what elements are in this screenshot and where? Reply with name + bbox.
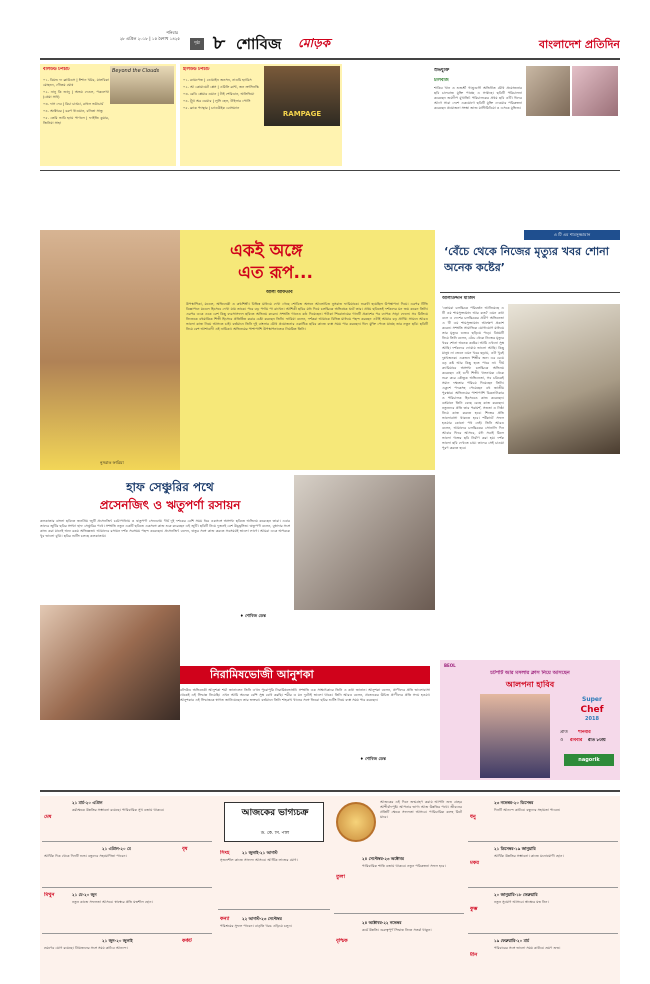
feature3 — [180, 666, 440, 766]
horoscope-col-middle — [218, 798, 330, 980]
ad-line1: চটপটি আর মসলার ক্লাস নিয়ে আসছেন — [490, 670, 570, 676]
interview-photo — [508, 304, 620, 454]
horo-entry — [468, 844, 618, 888]
feature3-headline: নিরামিষভোজী আনুশকা — [210, 668, 314, 681]
interview-byline: আলাউদ্দীন মাজিদ — [442, 296, 475, 301]
feature1-photo — [40, 230, 180, 470]
hollywood-poster-title: RAMPAGE — [282, 110, 322, 118]
horo-text: দিনটি আনন্দে কাটবে। বন্ধুদের সহায়তা পাবেন। — [494, 808, 561, 812]
horo-text: আর্থিক দিক থেকে দিনটি শুভ। বন্ধুদের সহযোগিতা পাবেন। — [44, 854, 127, 858]
horo-text: কর্মে উন্নতি। গুরুত্বপূর্ণ সিদ্ধান্ত নিতে সতর্ক থাকুন। — [362, 928, 432, 932]
horoscope-top-rule — [40, 790, 620, 792]
list-item: ০৫. তেরি ভাবি হ্যায় পাগলে | ফাইজি কুমার, জিনিয়া সাহা — [43, 116, 109, 125]
weekday: শনিবার — [166, 30, 178, 35]
horo-sign: মীন — [470, 952, 478, 958]
ad-day2: রবিবার — [570, 738, 583, 743]
horo-entry — [42, 798, 212, 842]
list-item: ০৩. দাস দেব | রিচা চাড্ডা, রাহুল ভট্টাচার্য — [43, 102, 104, 106]
horo-text: কর্মক্ষেত্রে উন্নতির সম্ভাবনা রয়েছে। পারিবারিক সুখ বজায় থাকবে। — [72, 808, 165, 812]
horo-sign: কর্কট — [182, 938, 192, 944]
list-item: ০৩. রেডি প্লেয়ার ওয়ান | টাই শেরিডান, অলিভিয়া — [183, 92, 255, 96]
horo-date: ২৪ অক্টোবর-২২ নভেম্বর — [362, 920, 402, 925]
ad-time: রাত ৮টায় — [588, 738, 606, 743]
issue-date: ২৮ এপ্রিল ২০১৮ | ১৫ বৈশাখ ১৪২৫ — [119, 36, 180, 41]
horo-sign: সিংহ — [220, 850, 230, 856]
interview-tag: এ টি এম শামসুজ্জামান — [524, 230, 620, 240]
horo-entry — [42, 890, 212, 934]
feature1-caption: নুসরাত ফারিয়া — [100, 460, 124, 465]
shubho-box — [346, 64, 620, 166]
horoscope-title-box — [224, 802, 324, 842]
feature3-photo — [40, 605, 180, 720]
sub-brand: মোড়ক — [298, 36, 330, 50]
horo-date: ২০ জানুয়ারি-১৮ ফেব্রুয়ারি — [494, 892, 538, 897]
horo-text: ভ্রমণের যোগ রয়েছে। প্রিয়জনের সঙ্গে সময় কাটবে আনন্দে। — [44, 946, 128, 950]
horo-text: পরিবারের সঙ্গে ভালো সময় কাটবে। ভ্রমণ শুভ। — [494, 946, 561, 950]
horo-date: ২১ জুলাই-২১ আগস্ট — [242, 850, 278, 855]
shubho-title: শুভযুক্তি — [434, 68, 450, 73]
horo-sign: মকর — [470, 860, 480, 866]
ad-logo-line1: Super — [582, 696, 602, 703]
horoscope-intro: আজকের এই দিনে জন্মগ্রহণ করায় আপনি শুভ গ্রহের আশীর্বাদপুষ্ট। আপনার ভাগ্য আজ উন্নতির পথে। জীবনের প্রতিটি ক্ষেত্রে সফলতা আসবে। পারিবারিক কলহ মিটে যাবে। — [380, 800, 462, 819]
ad-tv-logo: nagorik — [564, 754, 614, 766]
shubho-photo-2 — [572, 66, 618, 116]
feature1-byline: আলী আফতাব — [266, 290, 293, 295]
horo-entry — [468, 890, 618, 934]
bollywood-chart-list — [43, 78, 109, 126]
bollywood-poster-title: Beyond the Clouds — [112, 68, 160, 74]
ad-schedule-prefix: প্রতি — [560, 730, 568, 735]
horo-entry — [42, 936, 212, 980]
bollywood-film-poster — [110, 66, 174, 104]
list-item: ০১. র‍্যামপেজ | ডোয়াইন জনসন, নাওমি হ্যারিস — [183, 78, 252, 82]
feature2-headline-line2: প্রসেনজিৎ ও ঋতুপর্ণা রসায়ন — [99, 498, 241, 512]
feature2-byline: ♦ শোবিজ ডেস্ক — [240, 613, 266, 618]
paper-name: বাংলাদেশ প্রতিদিন — [538, 38, 620, 51]
horo-sign: মিথুন — [44, 892, 55, 898]
horo-entry — [334, 918, 464, 978]
horo-date: ২৩ নভেম্বর-২০ ডিসেম্বর — [494, 800, 534, 805]
feature1-headline-line2: এত রূপ... — [238, 263, 313, 283]
horo-date: ২১ ডিসেম্বর-১৯ জানুয়ারি — [494, 846, 536, 851]
interview-headline: ‘বেঁচে থেকে নিজের মৃত্যুর খবর শোনা অনেক কষ্টের’ — [444, 245, 609, 274]
horo-sign: তুলা — [336, 874, 345, 880]
hollywood-chart-list — [183, 78, 261, 111]
zodiac-wheel-icon — [336, 802, 376, 842]
list-item: ০২. নানু কি জানু | অভয় দেওল, পত্রলেখা (প্রেমা সাধ) — [43, 90, 109, 99]
ad-host-photo — [480, 694, 550, 778]
page-label: পৃষ্ঠা — [190, 38, 204, 50]
horo-entry — [334, 854, 464, 914]
section-title: শোবিজ — [236, 35, 282, 53]
feature2-headline-line1: হাফ সেঞ্চুরির পথে — [126, 480, 214, 494]
feature1 — [40, 230, 435, 470]
feature2-photo — [294, 475, 435, 610]
horo-sign: কন্যা — [220, 916, 230, 922]
ad-day1: শনিবার — [578, 730, 591, 735]
ad-line2: আলপনা হাবিব — [505, 680, 555, 689]
horo-date: ২১ এপ্রিল-২০ মে — [102, 846, 131, 851]
horo-text: সৃজনশীল কাজে সাফল্য আসবে। আর্থিক লাভের যোগ। — [220, 858, 298, 862]
feature3-body: বলিউড অভিনেত্রী আনুশকা শর্মা জানালেন তিনি এখন পুরোপুরি নিরামিষভোজী। সম্প্রতি এক সাক্ষাৎকারে তিনি এ কথা জানান। আনুশকা বলেন, প্রাণীদের প্রতি ভালোবাসা থেকেই এই সিদ্ধান্ত নিয়েছি। এখন আমি অনেক বেশি সুস্থ বোধ করছি। শরীর ও মন দুটোই ভালো থাকে। তিনি আরও বলেন, প্রত্যেকের উচিত প্রাণীদের প্রতি সদয় হওয়া। আনুশকার এই সিদ্ধান্তকে স্বাগত জানিয়েছেন তার ভক্তরা। বর্তমানে তিনি শাহরুখ খানের সঙ্গে জিরো ছবির শুটিং নিয়ে ব্যস্ত সময় পার করছেন। — [180, 688, 430, 702]
page-number: ৮ — [212, 32, 226, 54]
ad-day-join: ও — [560, 738, 564, 743]
horoscope-col-right — [334, 798, 464, 980]
shubho-text: শাকিব খান ও শুভশ্রী গাঙ্গুলী অভিনীত যৌথ প্রযোজনার ছবি চালবাজ মুক্তি পাচ্ছে এ সপ্তাহে। ছবিটি পরিচালনা করেছেন জয়দীপ মুখার্জি। পরিচালকের প্রথম ছবি এটি। ঈদের আগে সারা দেশে একযোগে ছবিটি মুক্তি দেওয়ার পরিকল্পনা করেছেন প্রযোজনা সংস্থা জাজ মাল্টিমিডিয়া ও এসকে মুভিজ। — [434, 86, 522, 110]
supercheff-ad — [440, 660, 620, 780]
ad-year: 2018 — [585, 716, 599, 722]
horo-date: ২১ মে-২০ জুন — [72, 892, 97, 897]
list-item: ০২. আ কোয়ায়েট প্লেস | এমিলি ব্লান্ট, জন ক্রাসিনস্কি — [183, 85, 259, 89]
horo-date: ২৪ সেপ্টেম্বর-২৩ অক্টোবর — [362, 856, 404, 861]
horo-entry — [468, 936, 618, 980]
horo-entry — [218, 848, 330, 910]
horo-date: ২১ মার্চ-২০ এপ্রিল — [72, 800, 103, 805]
shubho-item-title: চালবাজ — [434, 78, 449, 83]
masthead-rule — [40, 58, 620, 60]
horo-text: পারিবারিক শান্তি বজায় থাকবে। নতুন পরিকল্পনা সফল হবে। — [362, 864, 446, 868]
masthead — [40, 28, 620, 58]
shubho-photo-1 — [526, 66, 570, 116]
ad-logo-line2: Chef — [580, 705, 604, 715]
horo-date: ২১ জুন-২০ জুলাই — [102, 938, 133, 943]
interview-headline-rule — [440, 292, 620, 293]
ad-channel: BEOL — [444, 663, 456, 668]
bollywood-chart — [40, 64, 176, 166]
list-item: ০৫. ব্ল্যাক প্যান্থার | চ্যাডউইক বোসম্যান — [183, 106, 240, 110]
horo-entry — [218, 914, 330, 976]
horo-text: আর্থিক উন্নতির সম্ভাবনা। কাজে মনোযোগী হোন। — [494, 854, 564, 858]
horoscope-col-far-right — [468, 798, 618, 980]
bollywood-chart-title: বলিউড টপচার্ট — [43, 67, 70, 72]
horo-sign: কুম্ভ — [470, 906, 478, 912]
list-item: ০৪. ট্রুথ অর ডেয়ার | লুসি হেল, টাইলার পোসি — [183, 99, 251, 103]
feature1-headline-line1: একই অঙ্গে — [230, 241, 303, 261]
horo-sign: মেষ — [44, 814, 52, 820]
horo-date: ১৯ ফেব্রুয়ারি-২০ মার্চ — [494, 938, 530, 943]
horoscope-col-left — [42, 798, 212, 980]
hollywood-chart-title: হলিউড টপচার্ট — [183, 67, 210, 72]
list-item: ০১. বিয়ন্ড দ্য ক্লাউডস | ঈশান খট্টর, মালবিকা মোহনন, গৌতম ঘোষ — [43, 78, 109, 87]
horo-date: ২২ আগস্ট-২৩ সেপ্টেম্বর — [242, 916, 282, 921]
horo-text: নতুন সুযোগ আসবে। স্বাস্থ্যের যত্ন নিন। — [494, 900, 549, 904]
feature2-body: কলকাতার বাংলা ছবিতে জনপ্রিয় জুটি প্রসেনজিৎ চট্টোপাধ্যায় ও ঋতুপর্ণা সেনগুপ্ত। দীর্ঘ দুই দশকের বেশি সময় ধরে একসঙ্গে অসংখ্য ছবিতে অভিনয় করেছেন তারা। এবার তাদের জুটির ছবির সংখ্যা হাফ সেঞ্চুরির পথে। সম্প্রতি নতুন একটি ছবিতে একসঙ্গে কাজ শুরু করেছেন এই জুটি। ছবিটি নিয়ে দুজনই বেশ উচ্ছ্বসিত। ঋতুপর্ণা বলেন, বুম্বাদার সঙ্গে কাজ করা মানেই অন্য রকম অভিজ্ঞতা। আমাদের রসায়ন দর্শক সবসময় পছন্দ করেছেন। প্রসেনজিৎ বলেন, ঋতুর সঙ্গে কাজ করতে সবসময়ই ভালো লাগে। আমরা একে অপরকে খুব ভালো বুঝি। ছবির শুটিং চলছে কলকাতায়। — [40, 519, 290, 538]
list-item: ০৪. অক্টোবর | বরুণ ধাওয়ান, বনিতা সান্ধু — [43, 109, 103, 113]
feature3-byline: ♦ শোবিজ ডেস্ক — [360, 756, 386, 761]
horo-text: নতুন কাজে সফলতা আসবে। স্বাস্থ্যের প্রতি যত্নশীল হোন। — [72, 900, 153, 904]
horo-text: পরিশ্রমের সুফল পাবেন। বাড়তি খরচ এড়িয়ে চলুন। — [220, 924, 292, 928]
interview — [440, 230, 620, 605]
horo-sign: বৃষ — [182, 846, 188, 852]
charts-bottom-rule — [40, 170, 620, 171]
horoscope-title: আজকের ভাগ্যচক্র — [241, 808, 309, 818]
interview-body: ‘তোমরা চলচ্চিত্রে পরিবর্তন আনিয়েছে এ টি এম শামসুজ্জামান আর কত? এমন কথা বলে এ দেশের চলচ্চিত্রের প্রবীণ অভিনেতা এ টি এম শামসুজ্জামান আক্ষেপ প্রকাশ করেন। সম্প্রতি সামাজিক যোগাযোগ মাধ্যমে তার মৃত্যুর গুজব ছড়িয়ে পড়ে। বিষয়টি নিয়ে তিনি বলেন, বেঁচে থেকে নিজের মৃত্যুর খবর শোনা অনেক কষ্টের। আমি এখনো সুস্থ আছি। দর্শকদের দোয়ায় ভালো আছি। কিছু মানুষ না জেনে এমন খবর ছড়ায়, এটা খুবই দুঃখজনক। একজন শিল্পীর জন্য এর চেয়ে বড় কষ্ট আর কিছু হতে পারে না। দীর্ঘ ক্যারিয়ারে অসংখ্য চলচ্চিত্রে অভিনয় করেছেন এই গুণী শিল্পী। খলনায়ক থেকে শুরু করে কৌতুক অভিনেতা, সব চরিত্রেই সমান দক্ষতার পরিচয় দিয়েছেন তিনি। একুশে পদকসহ পেয়েছেন বহু জাতীয় পুরস্কার। অভিনয়ের পাশাপাশি চিত্রনাট্যকার ও পরিচালক হিসেবেও কাজ করেছেন। বর্তমানে তিনি বেছে বেছে কাজ করছেন। নতুনদের প্রতি তার পরামর্শ, সততা ও নিষ্ঠা নিয়ে কাজ করতে হবে। শিল্পের প্রতি ভালোবাসা থাকতে হবে। শর্টকাটে সফল হওয়ার কোনো পথ নেই। তিনি আরও বলেন, আমাদের চলচ্চিত্রের সোনালি দিন আবার ফিরে আসবে, যদি সবাই মিলে ভালো গল্পের ছবি নির্মাণ করা হয়। দর্শক ভালো ছবি দেখতে চায়। তাদের সেই চাওয়া পূরণ করতে হবে। — [442, 306, 504, 450]
horoscope — [40, 796, 620, 984]
horo-sign: বৃশ্চিক — [336, 938, 348, 944]
horo-entry — [468, 798, 618, 842]
feature1-body: উপস্থাপিকা, মডেল, অভিনেত্রী ও কণ্ঠশিল্পী। বিভিন্ন মাধ্যমে দেখা গেছে শোবিজ অঙ্গনে আলোচিত নুসরাত ফারিয়াকে। শুরুটা হয়েছিল উপস্থাপনা দিয়ে। এরপর টিভি বিজ্ঞাপনে মডেল হিসেবে দেখা যায় তাকে। পরে বড় পর্দায় পা রাখেন। আশিকী ছবির মধ্য দিয়ে চলচ্চিত্রে অভিষেক ঘটে তার। প্রথম ছবিতেই দর্শকদের মন জয় করেন তিনি। এরপর একে একে বেশ কিছু ব্যবসাসফল ছবিতে অভিনয় করেন। সম্প্রতি গানেও কণ্ঠ দিয়েছেন। পটাকা শিরোনামের গানটি প্রকাশের পর ব্যাপক সাড়া ফেলে। সব মিলিয়ে নিজেকে বহুমাত্রিক শিল্পী হিসেবে প্রতিষ্ঠিত করার চেষ্টা করছেন তিনি। ফারিয়া বলেন, দর্শকরা আমাকে বিভিন্ন মাধ্যমে পছন্দ করছেন এটাই আমার বড় প্রাপ্তি। সামনে আরও ভালো কাজ নিয়ে আসতে চাই। বর্তমানে তিনি দুই বাংলার যৌথ প্রযোজনার একাধিক ছবির কাজে ব্যস্ত সময় পার করছেন। ঈদে মুক্তি পেতে যাচ্ছে তার নতুন ছবি। ছবিটি নিয়ে বেশ আশাবাদী এই নায়িকা। অভিনয়ের পাশাপাশি উপস্থাপনাতেও নিয়মিত তিনি। — [186, 302, 428, 331]
horoscope-author: ড. কে. সি. পাল — [260, 831, 290, 836]
horo-entry — [42, 844, 212, 888]
hollywood-chart — [180, 64, 342, 166]
hollywood-film-poster — [264, 66, 340, 126]
horo-sign: ধনু — [470, 814, 476, 820]
